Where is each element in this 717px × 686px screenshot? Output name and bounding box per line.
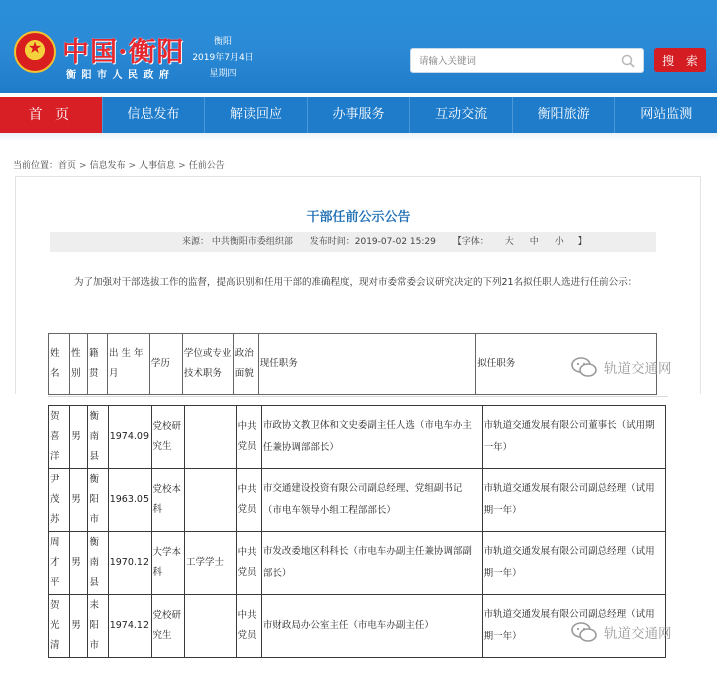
weekday-label: 星期四 — [209, 69, 237, 79]
nav-item-interpretation[interactable]: 解读回应 — [205, 97, 308, 133]
cell-hometown: 衡阳市 — [88, 469, 108, 532]
cell-current-position: 市政协文教卫体和文史委副主任人选（市电车办主任兼协调部部长） — [261, 406, 482, 469]
breadcrumb-item-info-release[interactable]: 信息发布 — [89, 161, 126, 171]
cell-education: 党校研究生 — [151, 595, 184, 658]
watermark-text: 轨道交通网 — [604, 361, 672, 377]
breadcrumb-item-announcement[interactable]: 任前公告 — [188, 161, 225, 171]
cell-name: 周才平 — [49, 532, 70, 595]
header-name: 姓名 — [49, 334, 70, 395]
cell-birth: 1974.09 — [108, 406, 151, 469]
search-input[interactable] — [419, 50, 619, 73]
nav-shadow — [0, 133, 717, 141]
breadcrumb-item-personnel[interactable]: 人事信息 — [139, 161, 176, 171]
cell-proposed-position: 市轨道交通发展有限公司副总经理（试用期一年） — [482, 469, 665, 532]
cell-party: 中共党员 — [236, 406, 261, 469]
cell-proposed-position: 市轨道交通发展有限公司副总经理（试用期一年） — [482, 595, 665, 658]
nav-item-tourism[interactable]: 衡阳旅游 — [513, 97, 616, 133]
header-sex: 性别 — [69, 334, 87, 395]
cell-degree — [184, 469, 236, 532]
breadcrumb-prefix: 当前位置： — [13, 161, 59, 171]
search-button[interactable]: 搜 索 — [654, 48, 706, 72]
cell-birth: 1963.05 — [108, 469, 151, 532]
cell-sex: 男 — [70, 406, 88, 469]
breadcrumb — [13, 158, 225, 171]
font-size-medium-button[interactable]: 中 — [529, 237, 539, 247]
header-hometown: 籍贯 — [87, 334, 107, 395]
wechat-icon — [570, 356, 598, 378]
breadcrumb-separator: > — [79, 161, 87, 171]
search-box — [410, 48, 644, 73]
cell-education: 党校研究生 — [151, 406, 184, 469]
article-publish-time: 发布时间：2019-07-02 15:29 — [309, 237, 436, 247]
font-size-close: 】 — [577, 237, 587, 247]
watermark — [570, 356, 672, 378]
cell-sex: 男 — [70, 532, 88, 595]
header-education: 学历 — [149, 334, 182, 395]
cell-hometown: 耒阳市 — [88, 595, 108, 658]
national-emblem-icon — [14, 31, 56, 73]
nav-item-home[interactable]: 首 页 — [0, 97, 103, 133]
breadcrumb-separator: > — [178, 161, 186, 171]
cell-name: 贺喜洋 — [49, 406, 70, 469]
search-icon[interactable] — [621, 54, 635, 68]
cell-proposed-position: 市轨道交通发展有限公司副总经理（试用期一年） — [482, 532, 665, 595]
date-block — [188, 34, 258, 82]
cell-sex: 男 — [70, 595, 88, 658]
cell-party: 中共党员 — [236, 469, 261, 532]
table-row — [49, 406, 666, 469]
font-size-label: 【字体： — [452, 237, 489, 247]
candidates-table-header — [48, 333, 657, 395]
header-birth: 出 生 年 月 — [107, 334, 149, 395]
cell-degree: 工学学士 — [184, 532, 236, 595]
breadcrumb-separator: > — [128, 161, 137, 171]
wechat-icon — [570, 621, 598, 643]
cell-party: 中共党员 — [236, 532, 261, 595]
cell-name: 尹茂苏 — [49, 469, 70, 532]
article-source: 来源： 中共衡阳市委组织部 — [182, 237, 293, 247]
site-header — [0, 0, 717, 93]
table-row — [49, 532, 666, 595]
cell-current-position: 市交通建设投资有限公司副总经理、党组副书记（市电车领导小组工程部部长） — [261, 469, 482, 532]
cell-birth: 1974.12 — [108, 595, 151, 658]
table-divider — [48, 396, 668, 397]
cell-party: 中共党员 — [236, 595, 261, 658]
cell-degree — [184, 406, 236, 469]
font-size-large-button[interactable]: 大 — [504, 237, 514, 247]
nav-item-info-release[interactable]: 信息发布 — [103, 97, 206, 133]
date-label: 2019年7月4日 — [192, 53, 254, 63]
nav-item-interaction[interactable]: 互动交流 — [410, 97, 513, 133]
header-proposed-position: 拟任职务 — [476, 334, 657, 395]
cell-birth: 1970.12 — [108, 532, 151, 595]
font-size-control — [453, 237, 601, 247]
header-degree: 学位或专业技术职务 — [182, 334, 233, 395]
table-row — [49, 469, 666, 532]
breadcrumb-item-home[interactable]: 首页 — [58, 161, 77, 171]
city-label: 衡阳 — [213, 37, 232, 47]
cell-proposed-position: 市轨道交通发展有限公司董事长（试用期一年） — [482, 406, 665, 469]
cell-current-position: 市发改委地区科科长（市电车办副主任兼协调部副部长） — [261, 532, 482, 595]
article-title: 干部任前公示公告 — [306, 210, 411, 225]
site-subtitle: 衡 阳 市 人 民 政 府 — [66, 70, 170, 81]
cell-current-position: 市财政局办公室主任（市电车办副主任） — [261, 595, 482, 658]
font-size-small-button[interactable]: 小 — [554, 237, 564, 247]
watermark-text: 轨道交通网 — [604, 626, 672, 642]
cell-hometown: 衡南县 — [88, 406, 108, 469]
cell-name: 贺光清 — [49, 595, 70, 658]
cell-education: 大学本科 — [151, 532, 184, 595]
nav-item-monitoring[interactable]: 网站监测 — [640, 107, 693, 122]
cell-sex: 男 — [70, 469, 88, 532]
nav-item-services[interactable]: 办事服务 — [308, 97, 411, 133]
cell-degree — [184, 595, 236, 658]
article-intro: 为了加强对干部选拔工作的监督，提高识别和任用干部的准确程度，现对市委常委会议研究决定的下列21名拟任职人选进行任前公示： — [74, 277, 638, 288]
header-party: 政治面貌 — [233, 334, 258, 395]
cell-hometown: 衡南县 — [88, 532, 108, 595]
cell-education: 党校本科 — [151, 469, 184, 532]
site-title[interactable]: 中国·衡阳 — [62, 37, 185, 68]
main-nav — [0, 97, 717, 133]
watermark — [570, 621, 672, 643]
header-current-position: 现任职务 — [258, 334, 476, 395]
article-meta-bar — [50, 232, 656, 252]
